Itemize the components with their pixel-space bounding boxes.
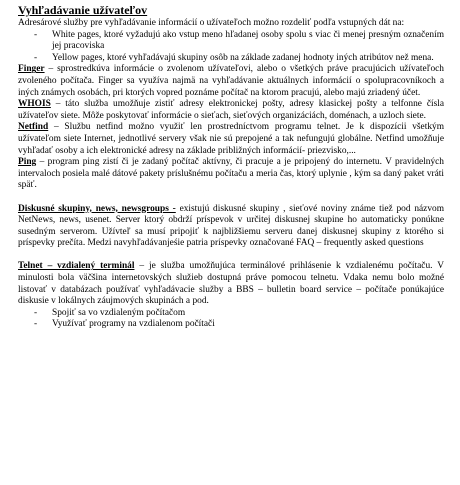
netfind-term: Netfind [18,122,49,133]
intro-text: Adresárové služby pre vyhľadávanie informácií o užívateľoch možno rozdeliť podľa vstupných dát na: [18,18,405,28]
newsgroups-paragraph [18,204,444,250]
finger-term: Finger [18,64,45,75]
newsgroups-text: existujú diskusné skupiny , sieťové noviny známe tiež pod názvom NetNews, news, usenet. Server ktorý obdrží príspevok v určitej diskusnej skupine ho automaticky ponúkne susedným serverom. Užívteľ sa musí pripojiť k najbližšiemu serveru danej diskusnej skupiny z ktorého si príspevky prečíta. Medzi navyhľadávanjeśie patria príspevky označované FAQ – frequently asked questions [18,203,445,249]
list-item [18,30,444,53]
list-dash: - [34,307,38,318]
intro-list [18,30,444,65]
document-page [18,4,444,331]
telnet-paragraph [18,261,444,307]
telnet-term: Telnet – vzdialený terminál [18,261,135,272]
whois-text: – táto služba umožňuje zistiť adresy elektronickej pošty, adresy klasickej pošty a telfonne čísla užívateľov siete. Môže poskytovať informácie o sieťach, sieťových organizáciách, doménach, a uzloch siete. [18,99,444,121]
list-item-text: Yellow pages, ktoré vyhľadávajú skupiny osôb na základe zadanej hodnoty iných atribútov než mena. [52,52,434,63]
whois-term: WHOIS [18,99,51,110]
blank-line [18,250,444,262]
telnet-list [18,308,444,331]
list-item [18,319,444,331]
list-dash: - [34,319,38,330]
list-dash: - [34,52,38,63]
list-item-text: Využívať programy na vzdialenom počítači [52,319,215,330]
netfind-paragraph [18,122,444,157]
newsgroups-term: Diskusné skupiny, news, newsgroups - [18,203,176,214]
intro-paragraph [18,18,444,30]
whois-paragraph [18,99,444,122]
list-item-text: Spojiť sa vo vzdialeným počítačom [52,307,186,318]
finger-paragraph [18,64,444,99]
list-item-text: White pages, ktoré vyžadujú ako vstup meno hľadanej osoby spolu s viac či menej presným označením jej pracoviska [52,29,444,52]
ping-text: – program ping zistí či je zadaný počítač aktívny, či pracuje a je pripojený do internetu. V pravidelných intervaloch posiela malé dátové pakety príslušnému počítaču a meria čas, ktorý uplynie , kým sa daný paket vráti späť. [18,157,444,191]
telnet-text: – je služba umožňujúca terminálové prihlásenie k vzdialenému počítaču. V minulosti bola väčšina internetovských služieb dostupná práve pomocou telnetu. Vdaka nemu bolo možné listovať v databázach používať vyhľadávacie služby a BBS – bulletin board service – počítače ponúkajúce diskusie v lokálnych záujmových skupinách a pod. [18,261,444,307]
finger-text: – sprostredkúva informácie o zvolenom užívateľovi, alebo o všetkých práve pracujúcich užívateľoch zvoleného počítača. Finger sa využíva najmä na vyhľadávanie aktuálnych informácií o spolupracovníkoch a iných známych osobách, pri ktorých vopred poznáme počítač na ktorom pracujú, alebo majú zriadený účet. [18,64,444,98]
netfind-text: – Službu netfind možno využiť len prostredníctvom programu telnet. Je k dispozícii všetkým užívateľom siete Internet, jednotlivé servery však nie sú prepojené a tak nefungujú globálne. Netfind umožňuje vyhľadať osoby a ich elektronické adresy na základe približných informácií- priezvisko,... [18,122,444,156]
list-item [18,308,444,320]
ping-term: Ping [18,157,37,168]
page-title: Vyhľadávanie užívateľov [18,3,148,17]
blank-line [18,192,444,204]
list-item [18,53,444,65]
ping-paragraph [18,157,444,192]
list-dash: - [34,29,38,40]
